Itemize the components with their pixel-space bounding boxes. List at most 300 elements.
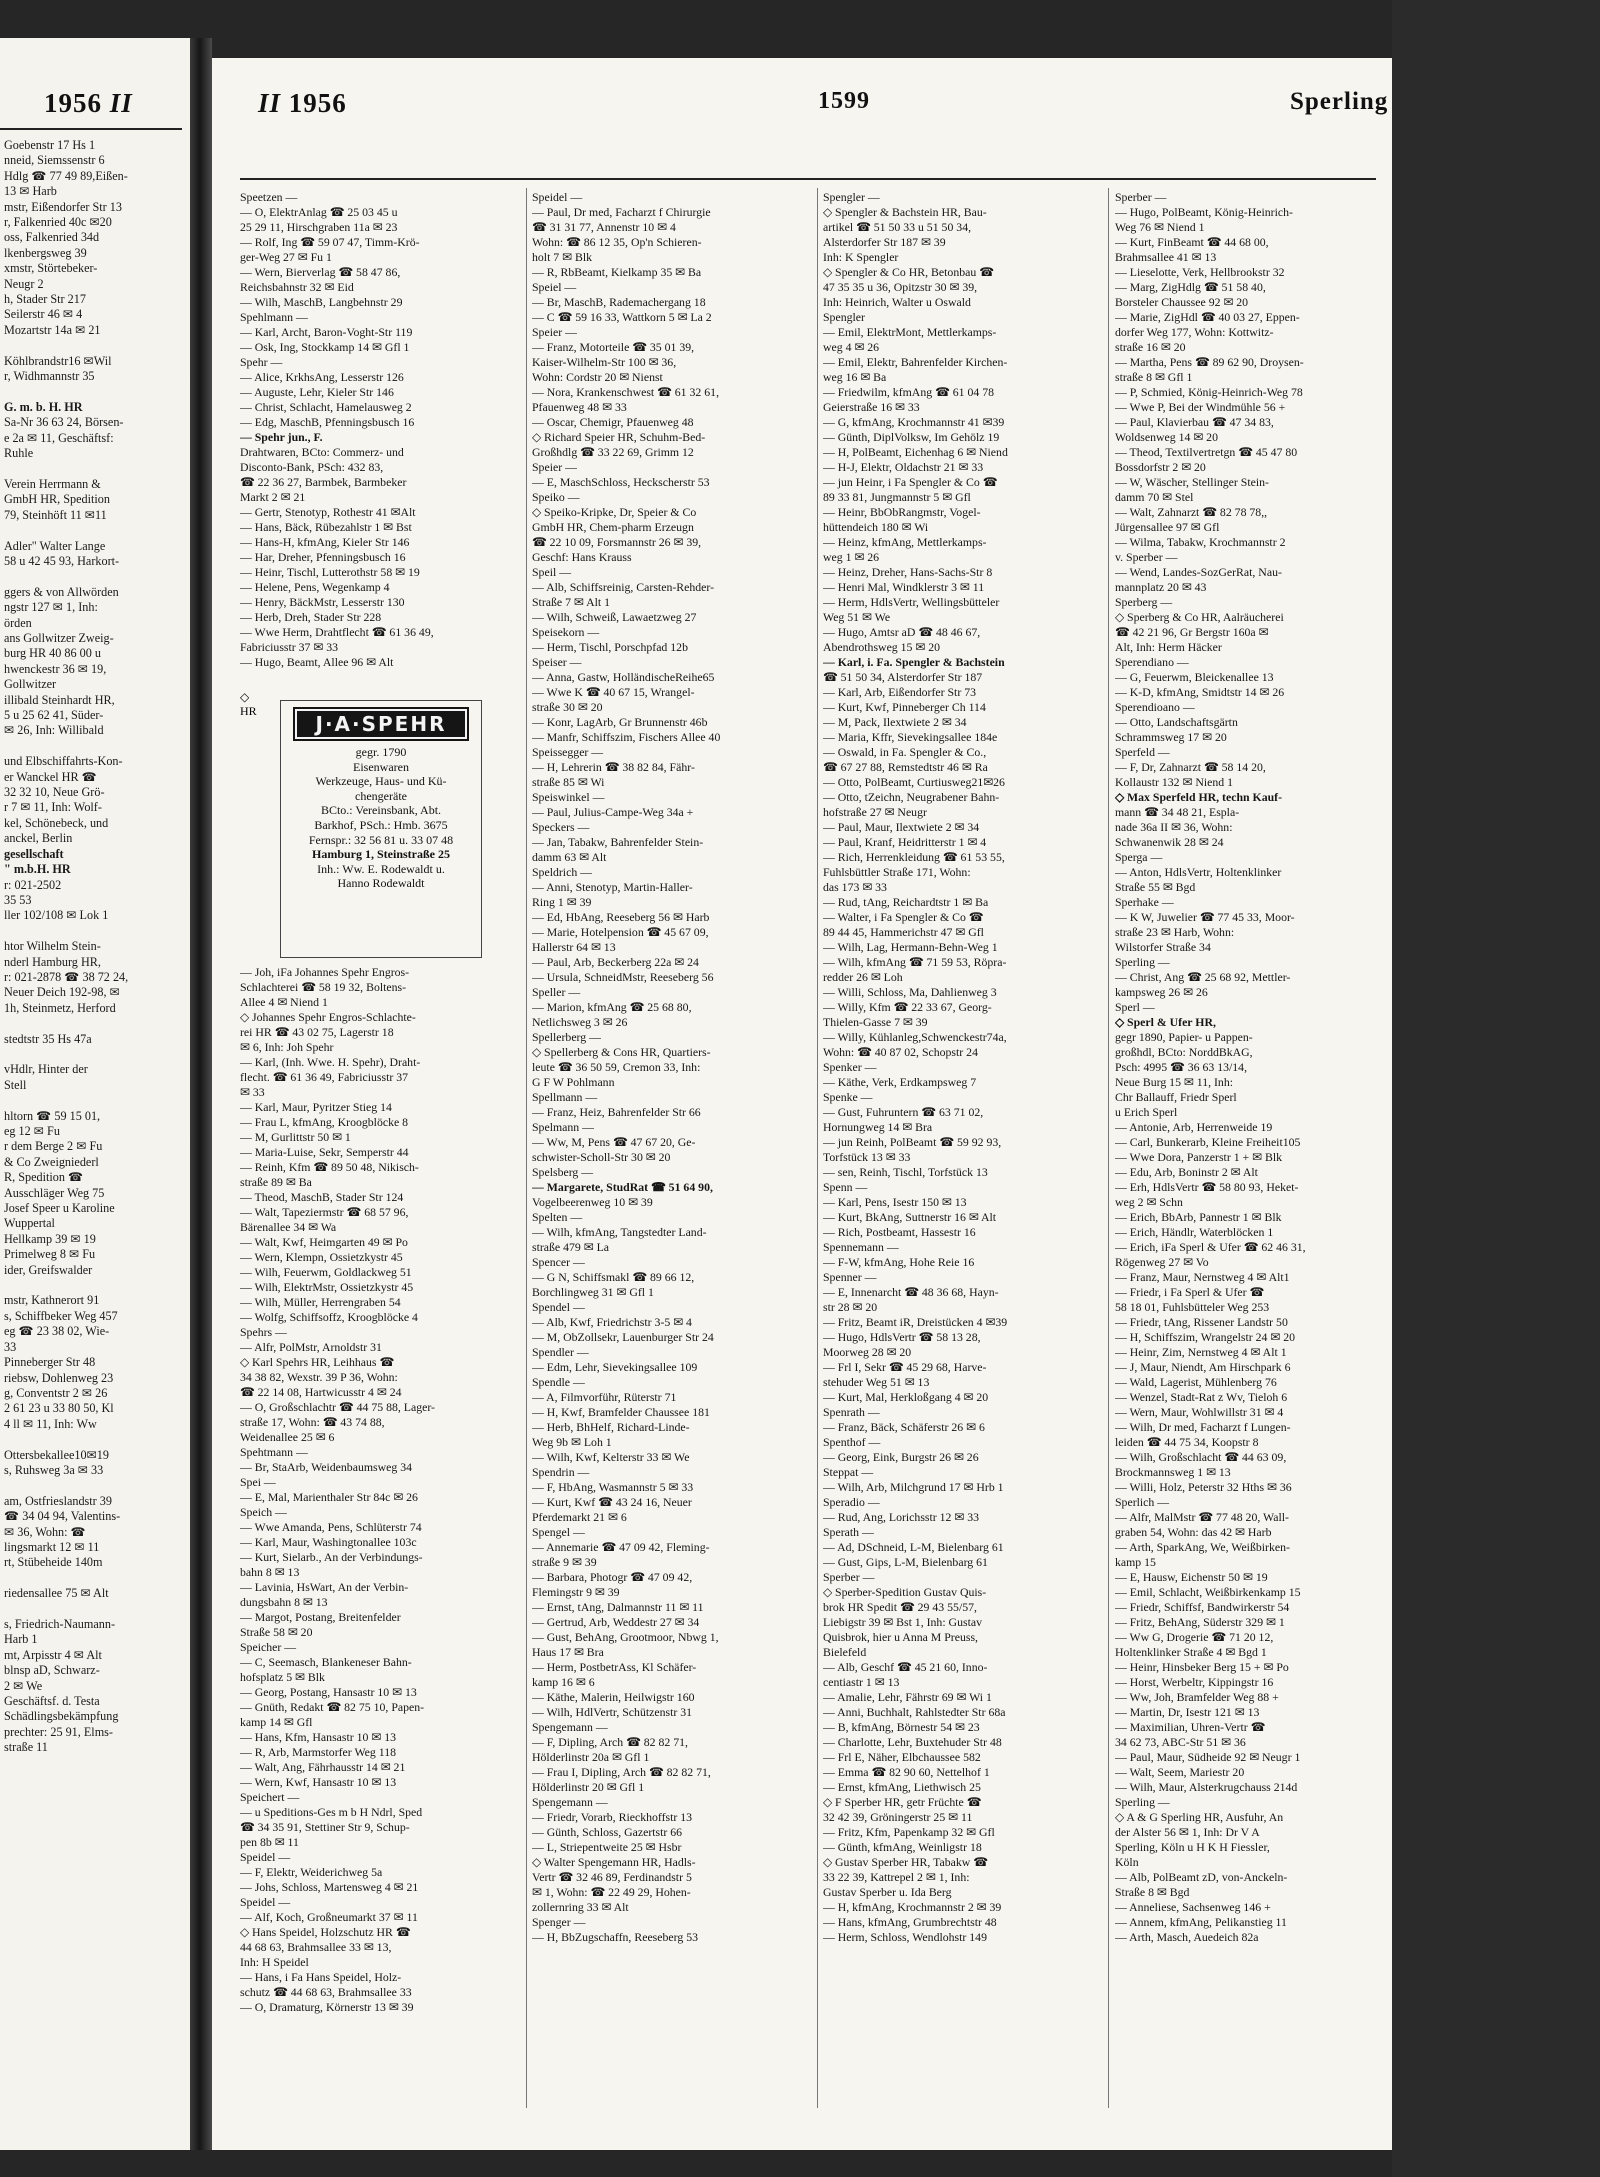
directory-column-4: [1115, 190, 1383, 1945]
directory-entry-line: — Günth, kfmAng, Weinligstr 18: [823, 1840, 982, 1854]
directory-entry-line: Straße 8 ✉ Bgd: [1115, 1885, 1190, 1899]
ad-text-line: Werkzeuge, Haus- und Kü-: [315, 774, 447, 789]
directory-entry-line: lkenbergsweg 39: [4, 245, 87, 260]
directory-entry-line: schutz ☎ 44 68 63, Brahmsallee 33: [240, 1985, 412, 1999]
directory-entry-line: Speetzen —: [240, 190, 298, 204]
directory-entry-line: dungsbahn 8 ✉ 13: [240, 1595, 328, 1609]
directory-entry-line: hltorn ☎ 59 15 01,: [4, 1108, 101, 1123]
directory-entry-line: Neuer Deich 192-98, ✉: [4, 985, 120, 1000]
directory-entry-line: ☎ 22 36 27, Barmbek, Barmbeker: [240, 475, 407, 489]
directory-entry-line: mstr, Eißendorfer Str 13: [4, 199, 122, 214]
directory-entry-line: [4, 338, 188, 353]
directory-entry-line: — jun Reinh, PolBeamt ☎ 59 92 93,: [823, 1135, 1002, 1149]
directory-entry-line: — Hugo, Beamt, Allee 96 ✉ Alt: [240, 655, 394, 669]
directory-entry-line: — Frl E, Näher, Elbchaussee 582: [823, 1750, 981, 1764]
directory-entry-line: Spengemann —: [532, 1795, 608, 1809]
directory-entry-line: eg 12 ✉ Fu: [4, 1124, 60, 1138]
directory-entry-line: 79, Steinhöft 11 ✉11: [4, 507, 107, 522]
directory-entry-line: burg HR 40 86 00 u: [4, 646, 101, 661]
directory-entry-line: — Rich, Herrenkleidung ☎ 61 53 55,: [823, 850, 1005, 864]
directory-entry-line: großhdl, BCto: NorddBkAG,: [1115, 1045, 1253, 1059]
directory-entry-line: — Franz, Heiz, Bahrenfelder Str 66: [532, 1105, 701, 1119]
directory-entry-line: — Paul, Maur, Ilextwiete 2 ✉ 34: [823, 820, 980, 834]
directory-entry-line: v. Sperber —: [1115, 550, 1178, 564]
left-page-numeral: II: [109, 88, 133, 118]
directory-entry-line: dorfer Weg 177, Wohn: Kottwitz-: [1115, 325, 1274, 339]
directory-entry-line: — sen, Reinh, Tischl, Torfstück 13: [823, 1165, 988, 1179]
directory-entry-line: — Heinr, Zim, Nernstweg 4 ✉ Alt 1: [1115, 1345, 1287, 1359]
directory-entry-line: blnsp aD, Schwarz-: [4, 1663, 100, 1678]
directory-entry-line: — B, kfmAng, Börnestr 54 ✉ 23: [823, 1720, 980, 1734]
ad-text-line: gegr. 1790: [355, 745, 407, 759]
directory-entry-line: — Erich, Händlr, Waterblöcken 1: [1115, 1225, 1274, 1239]
directory-entry-line: 32 32 10, Neue Grö-: [4, 785, 105, 800]
directory-entry-line: — Spehr jun., F.: [240, 430, 323, 444]
directory-entry-line: Haus 17 ✉ Bra: [532, 1645, 604, 1659]
directory-entry-line: — Manfr, Schiffszim, Fischers Allee 40: [532, 730, 721, 744]
directory-entry-line: — Ww, M, Pens ☎ 47 67 20, Ge-: [532, 1135, 696, 1149]
directory-entry-line: — G N, Schiffsmakl ☎ 89 66 12,: [532, 1270, 695, 1284]
directory-entry-line: [4, 739, 188, 754]
directory-entry-line: — H, PolBeamt, Eichenhag 6 ✉ Niend: [823, 445, 1008, 459]
directory-entry-line: Großhdlg ☎ 33 22 69, Grimm 12: [532, 445, 694, 459]
directory-entry-line: Straße 7 ✉ Alt 1: [532, 595, 611, 609]
directory-entry-line: — Ww, Joh, Bramfelder Weg 88 +: [1115, 1690, 1279, 1704]
directory-entry-line: — Arth, Masch, Auedeich 82a: [1115, 1930, 1259, 1944]
directory-entry-line: ◇ A & G Sperling HR, Ausfuhr, An: [1115, 1810, 1284, 1824]
directory-entry-line: — Emma ☎ 82 90 60, Nettelhof 1: [823, 1765, 990, 1779]
directory-entry-line: Weg 51 ✉ We: [823, 610, 891, 624]
directory-entry-line: straße 23 ✉ Harb, Wohn:: [1115, 925, 1235, 939]
directory-entry-line: Speichert —: [240, 1790, 300, 1804]
directory-entry-line: — Rud, Ang, Lorichsstr 12 ✉ 33: [823, 1510, 980, 1524]
directory-entry-line: — R, RbBeamt, Kielkamp 35 ✉ Ba: [532, 265, 702, 279]
directory-entry-line: — Wend, Landes-SozGerRat, Nau-: [1115, 565, 1282, 579]
directory-entry-line: kamp 16 ✉ 6: [532, 1675, 595, 1689]
directory-entry-line: — Rolf, Ing ☎ 59 07 47, Timm-Krö-: [240, 235, 420, 249]
directory-entry-line: Moorweg 28 ✉ 20: [823, 1345, 912, 1359]
directory-entry-line: straße 479 ✉ La: [532, 1240, 610, 1254]
directory-entry-line: — E, Innenarcht ☎ 48 36 68, Hayn-: [823, 1285, 999, 1299]
directory-entry-line: Spengler: [823, 310, 865, 324]
directory-entry-line: 58 18 01, Fuhlsbütteler Weg 253: [1115, 1300, 1270, 1314]
directory-entry-line: brok HR Spedit ☎ 29 43 55/57,: [823, 1600, 977, 1614]
directory-entry-line: Hallerstr 64 ✉ 13: [532, 940, 616, 954]
directory-entry-line: ◇ Sperberg & Co HR, Aalräucherei: [1115, 610, 1284, 624]
directory-entry-line: — L, Striepentweite 25 ✉ Hsbr: [532, 1840, 682, 1854]
ad-text-line: Hanno Rodewaldt: [337, 876, 425, 891]
directory-entry-line: — Margot, Postang, Breitenfelder: [240, 1610, 401, 1624]
directory-entry-line: [4, 1602, 188, 1617]
directory-entry-line: R, Spedition ☎: [4, 1170, 84, 1185]
directory-entry-line: ☎ 22 10 09, Forsmannstr 26 ✉ 39,: [532, 535, 702, 549]
directory-entry-line: — Hans, kfmAng, Grumbrechtstr 48: [823, 1915, 997, 1929]
directory-entry-line: hwenckestr 36 ✉ 19,: [4, 661, 107, 676]
directory-entry-line: ider, Greifswalder: [4, 1262, 93, 1277]
directory-entry-line: rei HR ☎ 43 02 75, Lagerstr 18: [240, 1025, 394, 1039]
directory-entry-line: — Hans, Bäck, Rübezahlstr 1 ✉ Bst: [240, 520, 412, 534]
directory-entry-line: s, Ruhsweg 3a ✉ 33: [4, 1462, 104, 1477]
directory-entry-line: — Br, MaschB, Rademachergang 18: [532, 295, 706, 309]
directory-entry-line: — Paul, Julius-Campe-Weg 34a +: [532, 805, 694, 819]
directory-entry-line: ✉ 26, Inh: Willibald: [4, 723, 104, 738]
directory-entry-line: Rögenweg 27 ✉ Vo: [1115, 1255, 1209, 1269]
directory-entry-line: — Otto, tZeichn, Neugrabener Bahn-: [823, 790, 1000, 804]
directory-entry-line: 34 38 82, Wexstr. 39 P 36, Wohn:: [240, 1370, 398, 1384]
directory-entry-line: — Walt, Zahnarzt ☎ 82 78 78,,: [1115, 505, 1268, 519]
directory-entry-line: ☎ 34 04 94, Valentins-: [4, 1509, 121, 1524]
directory-entry-line: — Wilh, kfmAng, Tangstedter Land-: [532, 1225, 707, 1239]
directory-entry-line: — u Speditions-Ges m b H Ndrl, Sped: [240, 1805, 423, 1819]
directory-entry-line: Spelsberg —: [532, 1165, 594, 1179]
directory-entry-line: ller 102/108 ✉ Lok 1: [4, 908, 109, 923]
directory-entry-line: Neue Burg 15 ✉ 11, Inh:: [1115, 1075, 1234, 1089]
directory-entry-line: — Auguste, Lehr, Kieler Str 146: [240, 385, 394, 399]
directory-entry-line: Sperling —: [1115, 955, 1170, 969]
directory-entry-line: — Christ, Schlacht, Hamelausweg 2: [240, 400, 412, 414]
directory-entry-line: 34 62 73, ABC-Str 51 ✉ 36: [1115, 1735, 1246, 1749]
directory-entry-line: — Walt, Tapeziermstr ☎ 68 57 96,: [240, 1205, 409, 1219]
directory-entry-line: — Ed, HbAng, Reeseberg 56 ✉ Harb: [532, 910, 710, 924]
directory-entry-line: Geschf: Hans Krauss: [532, 550, 632, 564]
directory-entry-line: 33 22 39, Kattrepel 2 ✉ 1, Inh:: [823, 1870, 970, 1884]
directory-entry-line: — Hans, i Fa Hans Speidel, Holz-: [240, 1970, 402, 1984]
directory-entry-line: — Wwe Herm, Drahtflecht ☎ 61 36 49,: [240, 625, 434, 639]
directory-entry-line: damm 63 ✉ Alt: [532, 850, 607, 864]
directory-entry-line: — Wolfg, Schiffsoffz, Kroogblöcke 4: [240, 1310, 418, 1324]
directory-entry-line: Spengler —: [823, 190, 880, 204]
directory-entry-line: — jun Heinr, i Fa Spengler & Co ☎: [823, 475, 998, 489]
directory-entry-line: — Annem, kfmAng, Pelikanstieg 11: [1115, 1915, 1287, 1929]
directory-entry-line: — H, kfmAng, Krochmannstr 2 ✉ 39: [823, 1900, 1002, 1914]
directory-entry-line: ☎ 51 50 34, Alsterdorfer Str 187: [823, 670, 983, 684]
directory-entry-line: — Wilh, Schweiß, Lawaetzweg 27: [532, 610, 697, 624]
directory-entry-line: artikel ☎ 51 50 33 u 51 50 34,: [823, 220, 972, 234]
directory-entry-line: — Ernst, kfmAng, Liethwisch 25: [823, 1780, 981, 1794]
directory-column-1-bottom: [240, 965, 524, 2015]
directory-entry-line: — Wern, Bierverlag ☎ 58 47 86,: [240, 265, 401, 279]
directory-entry-line: ◇ F Sperber HR, getr Früchte ☎: [823, 1795, 982, 1809]
directory-entry-line: Sperling —: [1115, 1795, 1170, 1809]
directory-entry-line: — M, Pack, Ilextwiete 2 ✉ 34: [823, 715, 967, 729]
directory-entry-line: hofstraße 27 ✉ Neugr: [823, 805, 927, 819]
directory-entry-line: pen 8b ✉ 11: [240, 1835, 299, 1849]
directory-entry-line: Kaiser-Wilhelm-Str 100 ✉ 36,: [532, 355, 677, 369]
directory-entry-line: — Karl, Maur, Washingtonallee 103c: [240, 1535, 417, 1549]
directory-entry-line: Kollaustr 132 ✉ Niend 1: [1115, 775, 1234, 789]
directory-entry-line: am, Ostfrieslandstr 39: [4, 1493, 112, 1508]
directory-entry-line: graben 54, Wohn: das 42 ✉ Harb: [1115, 1525, 1272, 1539]
directory-entry-line: straße 9 ✉ 39: [532, 1555, 597, 1569]
directory-entry-line: — Alfr, PolMstr, Arnoldstr 31: [240, 1340, 382, 1354]
directory-entry-line: — F, Dipling, Arch ☎ 82 82 71,: [532, 1735, 688, 1749]
directory-entry-line: Spennemann —: [823, 1240, 899, 1254]
directory-entry-line: — H-J, Elektr, Oldachstr 21 ✉ 33: [823, 460, 984, 474]
directory-entry-line: Woldsenweg 14 ✉ 20: [1115, 430, 1218, 444]
directory-entry-line: — F, HbAng, Wasmannstr 5 ✉ 33: [532, 1480, 694, 1494]
directory-entry-line: — Amalie, Lehr, Fährstr 69 ✉ Wi 1: [823, 1690, 992, 1704]
directory-entry-line: — Willi, Holz, Peterstr 32 Hths ✉ 36: [1115, 1480, 1292, 1494]
directory-entry-line: kamp 14 ✉ Gfl: [240, 1715, 313, 1729]
directory-entry-line: Spei —: [240, 1475, 276, 1489]
directory-entry-line: — Barbara, Photogr ☎ 47 09 42,: [532, 1570, 693, 1584]
directory-entry-line: ☎ 67 27 88, Remstedtstr 46 ✉ Ra: [823, 760, 988, 774]
directory-entry-line: — Wern, Kwf, Hansastr 10 ✉ 13: [240, 1775, 397, 1789]
directory-entry-line: — Heinr, BbObRangmstr, Vogel-: [823, 505, 981, 519]
directory-entry-line: — Alice, KrkhsAng, Lesserstr 126: [240, 370, 404, 384]
directory-entry-line: — Karl, (Inh. Wwe. H. Spehr), Draht-: [240, 1055, 421, 1069]
directory-entry-line: — Alb, Geschf ☎ 45 21 60, Inno-: [823, 1660, 988, 1674]
left-header-rule: [0, 128, 182, 130]
directory-entry-line: — Jan, Tabakw, Bahrenfelder Stein-: [532, 835, 704, 849]
directory-entry-line: — Anni, Stenotyp, Martin-Haller-: [532, 880, 693, 894]
directory-entry-line: Weidenallee 25 ✉ 6: [240, 1430, 335, 1444]
directory-entry-line: — Wwe K ☎ 40 67 15, Wrangel-: [532, 685, 695, 699]
directory-entry-line: — Wern, Maur, Wohlwillstr 31 ✉ 4: [1115, 1405, 1284, 1419]
directory-entry-line: Fabriciusstr 37 ✉ 33: [240, 640, 339, 654]
directory-entry-line: Spellmann —: [532, 1090, 598, 1104]
directory-entry-line: Speissegger —: [532, 745, 604, 759]
directory-entry-line: — Herm, Schloss, Wendlohstr 149: [823, 1930, 987, 1944]
directory-entry-line: Speich —: [240, 1505, 287, 1519]
directory-entry-line: — Heinr, Hinsbeker Berg 15 + ✉ Po: [1115, 1660, 1289, 1674]
directory-entry-line: ◇ Gustav Sperber HR, Tabakw ☎: [823, 1855, 988, 1869]
directory-entry-line: Spendrin —: [532, 1465, 590, 1479]
directory-entry-line: weg 16 ✉ Ba: [823, 370, 887, 384]
ad-text-line: Eisenwaren: [353, 759, 409, 774]
directory-entry-line: ✉ 1, Wohn: ☎ 22 49 29, Hohen-: [532, 1885, 691, 1899]
ad-text-line: Inh.: Ww. E. Rodewaldt u.: [317, 861, 445, 876]
directory-entry-line: Wohn: ☎ 86 12 35, Op'n Schieren-: [532, 235, 702, 249]
directory-entry-line: Alsterdorfer Str 187 ✉ 39: [823, 235, 946, 249]
directory-entry-line: — Paul, Maur, Südheide 92 ✉ Neugr 1: [1115, 1750, 1301, 1764]
directory-entry-line: — E, MaschSchloss, Heckscherstr 53: [532, 475, 710, 489]
directory-entry-line: 5 u 25 62 41, Süder-: [4, 708, 104, 723]
ad-text-line: chengeräte: [355, 788, 407, 803]
directory-entry-line: — Edm, Lehr, Sievekingsallee 109: [532, 1360, 698, 1374]
directory-entry-line: — Günth, DiplVolksw, Im Gehölz 19: [823, 430, 1000, 444]
directory-entry-line: straße 16 ✉ 20: [1115, 340, 1186, 354]
directory-entry-line: Schwanenwik 28 ✉ 24: [1115, 835, 1224, 849]
directory-entry-line: — Wwe P, Bei der Windmühle 56 +: [1115, 400, 1286, 414]
directory-entry-line: Liebigstr 39 ✉ Bst 1, Inh: Gustav: [823, 1615, 982, 1629]
directory-entry-line: ngstr 127 ✉ 1, Inh:: [4, 600, 98, 615]
directory-entry-line: Spencer —: [532, 1255, 585, 1269]
directory-entry-line: — Fritz, Kfm, Papenkamp 32 ✉ Gfl: [823, 1825, 995, 1839]
directory-entry-line: leiden ☎ 44 75 34, Koopstr 8: [1115, 1435, 1259, 1449]
spehr-advertisement: [280, 700, 482, 958]
directory-entry-line: Inh: Heinrich, Walter u Oswald: [823, 295, 971, 309]
directory-entry-line: — Paul, Arb, Beckerberg 22a ✉ 24: [532, 955, 699, 969]
directory-entry-line: ◇ Spengler & Co HR, Betonbau ☎: [823, 265, 994, 279]
directory-entry-line: Ring 1 ✉ 39: [532, 895, 592, 909]
directory-entry-line: Psch: 4995 ☎ 36 63 13/14,: [1115, 1060, 1248, 1074]
directory-entry-line: Spenrath —: [823, 1405, 880, 1419]
directory-entry-line: Spenke —: [823, 1090, 873, 1104]
directory-entry-line: — Maximilian, Uhren-Vertr ☎: [1115, 1720, 1266, 1734]
directory-entry-line: [4, 1478, 188, 1493]
directory-entry-line: str 28 ✉ 20: [823, 1300, 878, 1314]
directory-entry-line: — Erich, BbArb, Pannestr 1 ✉ Blk: [1115, 1210, 1282, 1224]
directory-entry-line: Hdlg ☎ 77 49 89,Eißen-: [4, 168, 128, 183]
directory-entry-line: das 173 ✉ 33: [823, 880, 887, 894]
directory-entry-line: [4, 385, 188, 400]
directory-entry-line: — G, kfmAng, Krochmannstr 41 ✉39: [823, 415, 1005, 429]
directory-entry-line: — Rud, tAng, Reichardtstr 1 ✉ Ba: [823, 895, 989, 909]
directory-entry-line: — Marie, ZigHdl ☎ 40 03 27, Eppen-: [1115, 310, 1300, 324]
directory-entry-line: Spehrs —: [240, 1325, 287, 1339]
ad-text-line: Hamburg 1, Steinstraße 25: [312, 847, 450, 862]
directory-entry-line: Spellerberg —: [532, 1030, 601, 1044]
directory-entry-line: weg 2 ✉ Schn: [1115, 1195, 1183, 1209]
directory-entry-line: — Emil, Schlacht, Weißbirkenkamp 15: [1115, 1585, 1301, 1599]
directory-entry-line: riebsw, Dohlenweg 23: [4, 1370, 114, 1385]
directory-entry-line: Spengemann —: [532, 1720, 608, 1734]
directory-entry-line: — E, Mal, Marienthaler Str 84c ✉ 26: [240, 1490, 418, 1504]
directory-entry-line: redder 26 ✉ Loh: [823, 970, 903, 984]
directory-entry-line: Speldrich —: [532, 865, 592, 879]
directory-entry-line: Ruhle: [4, 446, 34, 461]
directory-entry-line: — Erich, iFa Sperl & Ufer ☎ 62 46 31,: [1115, 1240, 1306, 1254]
directory-entry-line: Vertr ☎ 32 46 89, Ferdinandstr 5: [532, 1870, 692, 1884]
directory-entry-line: — M, Gurlittstr 50 ✉ 1: [240, 1130, 351, 1144]
directory-column-1-top: [240, 190, 524, 670]
directory-entry-line: — Gust, BehAng, Grootmoor, Nbwg 1,: [532, 1630, 719, 1644]
directory-entry-line: straße 30 ✉ 20: [532, 700, 603, 714]
directory-entry-line: [4, 1278, 188, 1293]
directory-entry-line: — Martha, Pens ☎ 89 62 90, Droysen-: [1115, 355, 1304, 369]
directory-entry-line: Spenn —: [823, 1180, 868, 1194]
directory-entry-line: Flemingstr 9 ✉ 39: [532, 1585, 620, 1599]
directory-entry-line: — Herb, BhHelf, Richard-Linde-: [532, 1420, 690, 1434]
directory-entry-line: kamp 15: [1115, 1555, 1156, 1569]
directory-entry-line: [4, 462, 188, 477]
directory-entry-line: Speidel —: [240, 1850, 291, 1864]
directory-entry-line: Spendel —: [532, 1300, 585, 1314]
directory-entry-line: Spengel —: [532, 1525, 585, 1539]
directory-entry-line: [4, 1093, 188, 1108]
directory-entry-line: ✉ 6, Inh: Joh Spehr: [240, 1040, 334, 1054]
directory-entry-line: Speil —: [532, 565, 571, 579]
directory-entry-line: — F-W, kfmAng, Hohe Reie 16: [823, 1255, 975, 1269]
directory-entry-line: ◇ Spellerberg & Cons HR, Quartiers-: [532, 1045, 711, 1059]
directory-entry-line: rt, Stübeheide 140m: [4, 1555, 103, 1570]
directory-entry-line: — Anni, Buchhalt, Rahlstedter Str 68a: [823, 1705, 1006, 1719]
directory-entry-line: ◇ Karl Spehrs HR, Leihhaus ☎: [240, 1355, 395, 1369]
directory-entry-line: — Fritz, Beamt iR, Dreistücken 4 ✉39: [823, 1315, 1008, 1329]
right-page-header-left: [258, 88, 347, 119]
directory-entry-line: Sperendioano —: [1115, 700, 1195, 714]
directory-entry-line: kampsweg 26 ✉ 26: [1115, 985, 1208, 999]
directory-entry-line: gegr 1890, Papier- u Pappen-: [1115, 1030, 1253, 1044]
directory-entry-line: Harb 1: [4, 1632, 38, 1647]
directory-entry-line: Straße 55 ✉ Bgd: [1115, 880, 1196, 894]
directory-entry-line: Wilstorfer Straße 34: [1115, 940, 1211, 954]
directory-entry-line: — Oscar, Chemigr, Pfauenweg 48: [532, 415, 694, 429]
book-gutter: [190, 38, 212, 2150]
directory-entry-line: kel, Schönebeck, und: [4, 815, 109, 830]
directory-entry-line: straße 11: [4, 1740, 48, 1755]
directory-entry-line: — Wilh, ElektrMstr, Ossietzkystr 45: [240, 1280, 414, 1294]
directory-entry-line: — Kurt, FinBeamt ☎ 44 68 00,: [1115, 235, 1269, 249]
directory-entry-line: Alt, Inh: Herm Häcker: [1115, 640, 1222, 654]
directory-entry-line: [4, 1047, 188, 1062]
directory-entry-line: Markt 2 ✉ 21: [240, 490, 306, 504]
directory-entry-line: Speiel —: [532, 280, 577, 294]
directory-entry-line: — Friedr, Vorarb, Rieckhoffstr 13: [532, 1810, 693, 1824]
directory-entry-line: — Franz, Bäck, Schäferstr 26 ✉ 6: [823, 1420, 985, 1434]
left-page-fragment: [0, 38, 190, 2150]
directory-entry-line: Spelmann —: [532, 1120, 594, 1134]
directory-entry-line: — Frau L, kfmAng, Kroogblöcke 8: [240, 1115, 409, 1129]
directory-entry-line: Primelweg 8 ✉ Fu: [4, 1247, 96, 1262]
directory-entry-line: — Paul, Klavierbau ☎ 47 34 83,: [1115, 415, 1274, 429]
directory-entry-line: Schrammsweg 17 ✉ 20: [1115, 730, 1227, 744]
left-page-text-column: [4, 138, 188, 1756]
directory-entry-line: — Karl, i. Fa. Spengler & Bachstein: [823, 655, 1005, 669]
directory-entry-line: Seilerstr 46 ✉ 4: [4, 307, 83, 322]
directory-entry-line: Wohn: Cordstr 20 ✉ Nienst: [532, 370, 663, 384]
directory-entry-line: — Wern, Klempn, Ossietzkystr 45: [240, 1250, 403, 1264]
directory-column-2: [532, 190, 816, 1945]
directory-entry-line: Spenner —: [823, 1270, 877, 1284]
directory-entry-line: zollernring 33 ✉ Alt: [532, 1900, 629, 1914]
directory-entry-line: riedensallee 75 ✉ Alt: [4, 1586, 109, 1601]
directory-entry-line: nade 36a II ✉ 36, Wohn:: [1115, 820, 1233, 834]
directory-entry-line: g, Conventstr 2 ✉ 26: [4, 1385, 108, 1400]
directory-entry-line: Speiswinkel —: [532, 790, 605, 804]
directory-entry-line: — Ww G, Drogerie ☎ 71 20 12,: [1115, 1630, 1274, 1644]
directory-entry-line: — Georg, Postang, Hansastr 10 ✉ 13: [240, 1685, 417, 1699]
directory-entry-line: GmbH HR, Chem-pharm Erzeugn: [532, 520, 694, 534]
directory-entry-line: — Antonie, Arb, Herrenweide 19: [1115, 1120, 1273, 1134]
directory-entry-line: xmstr, Störtebeker-: [4, 261, 98, 276]
directory-entry-line: Gollwitzer: [4, 677, 57, 692]
directory-entry-line: — Herm, PostbetrAss, Kl Schäfer-: [532, 1660, 697, 1674]
directory-entry-line: — Wilh, Arb, Milchgrund 17 ✉ Hrb 1: [823, 1480, 1004, 1494]
directory-entry-line: — Wald, Lagerist, Mühlenberg 76: [1115, 1375, 1277, 1389]
directory-entry-line: — M, ObZollsekr, Lauenburger Str 24: [532, 1330, 714, 1344]
ad-text-line: Fernspr.: 32 56 81 u. 33 07 48: [308, 832, 454, 847]
directory-entry-line: Inh: K Spengler: [823, 250, 899, 264]
directory-entry-line: anckel, Berlin: [4, 831, 73, 846]
directory-entry-line: illibald Steinhardt HR,: [4, 692, 115, 707]
directory-entry-line: Köhlbrandstr16 ✉Wil: [4, 353, 112, 368]
directory-entry-line: — Heinz, Dreher, Hans-Sachs-Str 8: [823, 565, 993, 579]
directory-entry-line: — Friedwilm, kfmAng ☎ 61 04 78: [823, 385, 994, 399]
directory-entry-line: — Walt, Seem, Mariestr 20: [1115, 1765, 1245, 1779]
directory-entry-line: Fuhlsbüttler Straße 171, Wohn:: [823, 865, 971, 879]
directory-entry-line: 1h, Steinmetz, Herford: [4, 1000, 116, 1015]
directory-entry-line: — Friedr, tAng, Rissener Landstr 50: [1115, 1315, 1288, 1329]
directory-entry-line: Drahtwaren, BCto: Commerz- und: [240, 445, 404, 459]
directory-entry-line: — O, Dramaturg, Körnerstr 13 ✉ 39: [240, 2000, 414, 2014]
directory-entry-line: Speiser —: [532, 655, 582, 669]
directory-entry-line: 32 42 39, Gröningerstr 25 ✉ 11: [823, 1810, 973, 1824]
directory-entry-line: — Wilh, Großschlacht ☎ 44 63 09,: [1115, 1450, 1287, 1464]
directory-entry-line: Sperath —: [823, 1525, 874, 1539]
directory-entry-line: Speidel —: [532, 190, 583, 204]
directory-entry-line: — Günth, Schloss, Gazertstr 66: [532, 1825, 683, 1839]
directory-entry-line: Pfauenweg 48 ✉ 33: [532, 400, 627, 414]
directory-entry-line: Spenger —: [532, 1915, 586, 1929]
directory-entry-line: Speier —: [532, 325, 577, 339]
directory-entry-line: stedtstr 35 Hs 47a: [4, 1031, 92, 1046]
directory-entry-line: ✉ 36, Wohn: ☎: [4, 1524, 86, 1539]
directory-entry-line: — Käthe, Verk, Erdkampsweg 7: [823, 1075, 977, 1089]
directory-entry-line: — Johs, Schloss, Martensweg 4 ✉ 21: [240, 1880, 419, 1894]
directory-entry-line: ans Gollwitzer Zweig-: [4, 631, 114, 645]
